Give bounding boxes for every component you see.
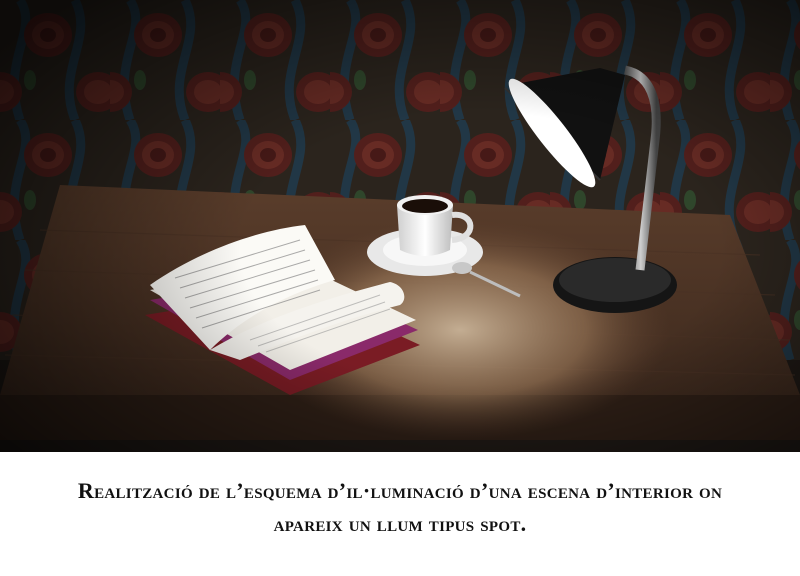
caption-line-2: apareix un llum tipus spot. bbox=[273, 511, 527, 536]
figure-caption bbox=[0, 474, 800, 564]
caption-line-1: Realització de l’esquema d’il·luminació d’una escena d’interior on bbox=[77, 478, 723, 503]
